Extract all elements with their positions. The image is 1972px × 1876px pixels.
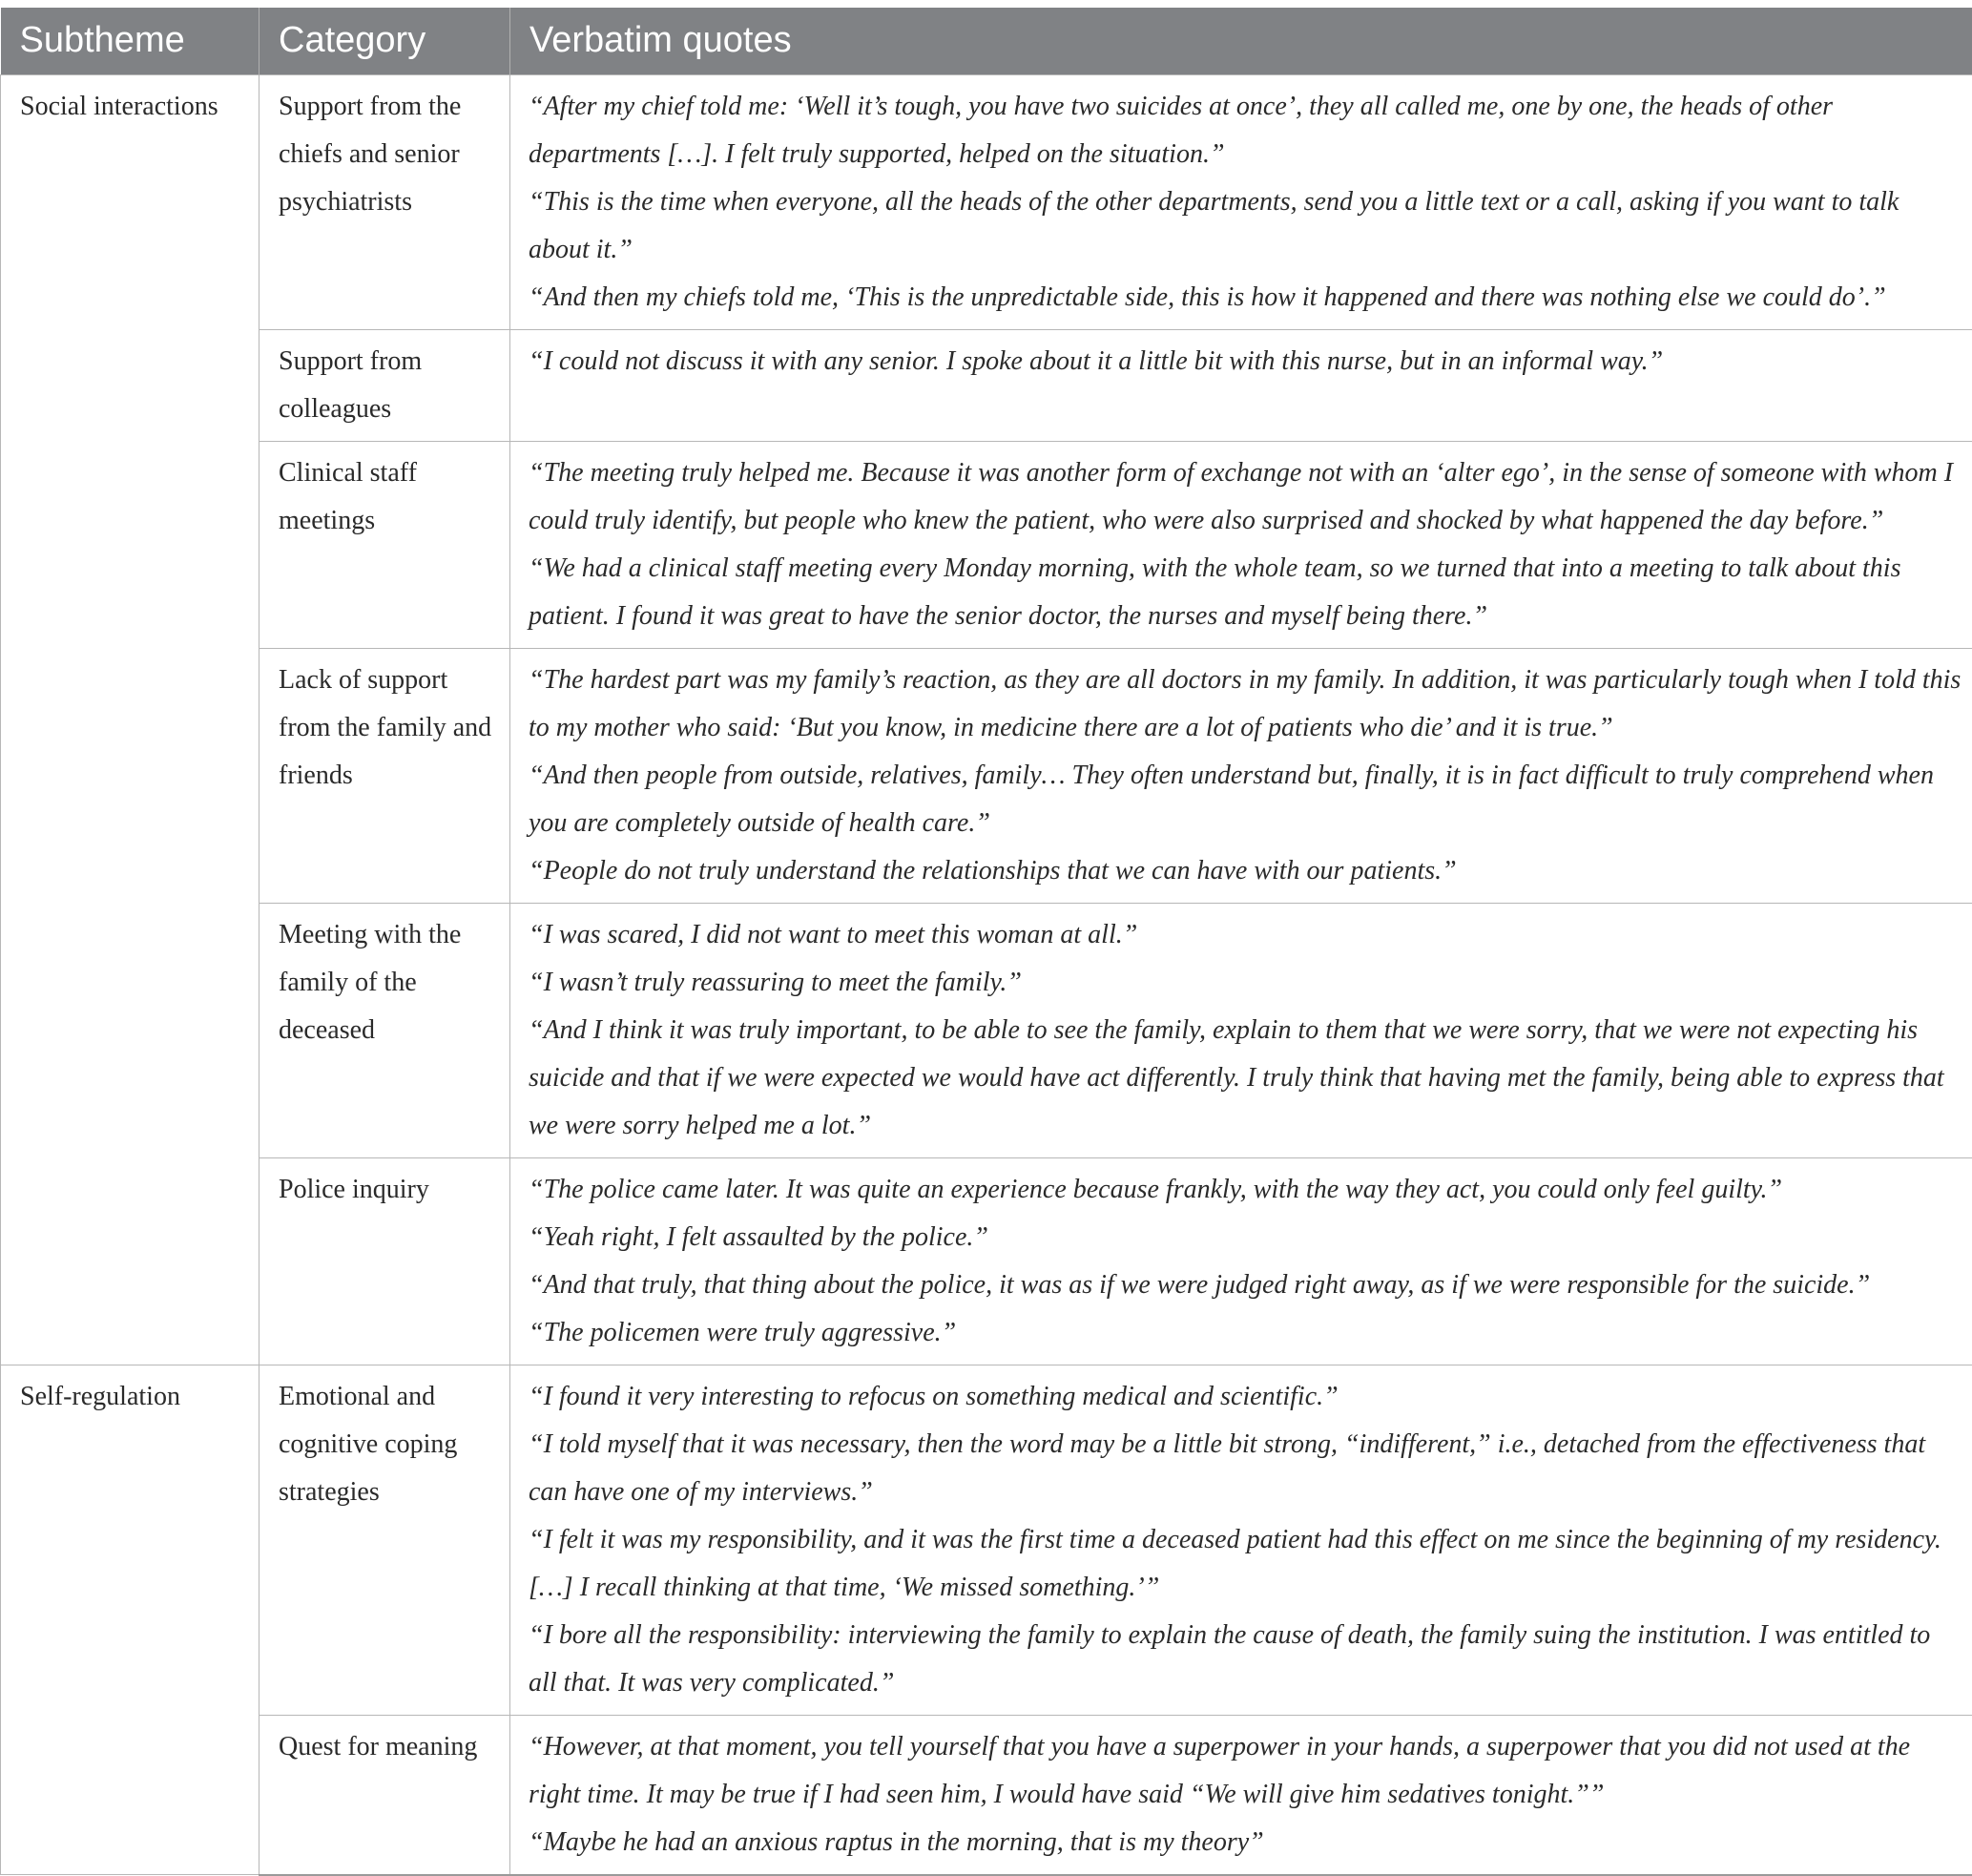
quotes-cell	[510, 903, 1972, 1157]
quotes-cell	[510, 648, 1972, 903]
quote-text: “I was scared, I did not want to meet this woman at all.”	[529, 911, 1962, 959]
header-verbatim-quotes: Verbatim quotes	[510, 8, 1972, 74]
quote-text: “The hardest part was my family’s reaction, as they are all doctors in my family. In addition, it was particularly tough when I told this to my mother who said: ‘But you know, in medicine there are a lot of patients who die’ and it is true.”	[529, 657, 1962, 752]
quote-text: “People do not truly understand the relationships that we can have with our patients.”	[529, 847, 1962, 895]
quote-text: “I could not discuss it with any senior. I spoke about it a little bit with this nurse, but in an informal way.”	[529, 338, 1962, 386]
quote-text: “And then my chiefs told me, ‘This is the unpredictable side, this is how it happened and there was nothing else we could do’.”	[529, 274, 1962, 322]
quote-text: “I felt it was my responsibility, and it was the first time a deceased patient had this effect on me since the beginning of my residency. […] I recall thinking at that time, ‘We missed something.’”	[529, 1516, 1962, 1612]
quotes-cell	[510, 329, 1972, 441]
category-cell: Lack of support from the family and friends	[259, 648, 510, 903]
quotes-cell	[510, 74, 1972, 329]
category-cell: Clinical staff meetings	[259, 441, 510, 648]
quotes-cell	[510, 441, 1972, 648]
category-cell: Emotional and cognitive coping strategies	[259, 1365, 510, 1715]
quote-text: “The police came later. It was quite an experience because frankly, with the way they act, you could only feel guilty.”	[529, 1166, 1962, 1214]
category-cell: Support from the chiefs and senior psychiatrists	[259, 74, 510, 329]
quote-text: “And I think it was truly important, to be able to see the family, explain to them that we were sorry, that we were not expecting his suicide and that if we were expected we would have act differently. I truly think that having met the family, being able to express that we were sorry helped me a lot.”	[529, 1007, 1962, 1150]
table-row	[1, 1365, 1972, 1715]
category-cell: Support from colleagues	[259, 329, 510, 441]
verbatim-quotes-table	[0, 8, 1972, 1876]
category-cell: Police inquiry	[259, 1157, 510, 1365]
quote-text: “And that truly, that thing about the police, it was as if we were judged right away, as if we were responsible for the suicide.”	[529, 1261, 1962, 1309]
quote-text: “I found it very interesting to refocus on something medical and scientific.”	[529, 1373, 1962, 1421]
quote-text: “I bore all the responsibility: interviewing the family to explain the cause of death, the family suing the institution. I was entitled to all that. It was very complicated.”	[529, 1612, 1962, 1707]
category-cell: Quest for meaning	[259, 1715, 510, 1875]
quote-text: “I told myself that it was necessary, then the word may be a little bit strong, “indifferent,” i.e., detached from the effectiveness that can have one of my interviews.”	[529, 1421, 1962, 1516]
quotes-cell	[510, 1157, 1972, 1365]
quotes-cell	[510, 1715, 1972, 1875]
table-row	[1, 1157, 1972, 1365]
quote-text: “And then people from outside, relatives, family… They often understand but, finally, it is in fact difficult to truly comprehend when you are completely outside of health care.”	[529, 752, 1962, 847]
subtheme-cell: Self-regulation	[1, 1365, 259, 1875]
quote-text: “This is the time when everyone, all the heads of the other departments, send you a little text or a call, asking if you want to talk about it.”	[529, 178, 1962, 274]
quote-text: “The policemen were truly aggressive.”	[529, 1309, 1962, 1357]
table-row	[1, 329, 1972, 441]
table-row	[1, 441, 1972, 648]
table-row	[1, 903, 1972, 1157]
header-category: Category	[259, 8, 510, 74]
quote-text: “The meeting truly helped me. Because it was another form of exchange not with an ‘alter ego’, in the sense of someone with whom I could truly identify, but people who knew the patient, who were also surprised and shocked by what happened the day before.”	[529, 449, 1962, 545]
category-cell: Meeting with the family of the deceased	[259, 903, 510, 1157]
table-row	[1, 1715, 1972, 1875]
table-header	[1, 8, 1972, 74]
quotes-cell	[510, 1365, 1972, 1715]
table-row	[1, 74, 1972, 329]
subtheme-cell: Social interactions	[1, 74, 259, 1365]
quote-text: “After my chief told me: ‘Well it’s tough, you have two suicides at once’, they all called me, one by one, the heads of other departments […]. I felt truly supported, helped on the situation.”	[529, 83, 1962, 178]
quote-text: “We had a clinical staff meeting every Monday morning, with the whole team, so we turned that into a meeting to talk about this patient. I found it was great to have the senior doctor, the nurses and myself being there.”	[529, 545, 1962, 640]
quote-text: “However, at that moment, you tell yourself that you have a superpower in your hands, a superpower that you did not used at the right time. It may be true if I had seen him, I would have said “We will give him sedatives tonight.””	[529, 1723, 1962, 1819]
quote-text: “I wasn’t truly reassuring to meet the family.”	[529, 959, 1962, 1007]
table-body	[1, 74, 1972, 1875]
header-row	[1, 8, 1972, 74]
table-row	[1, 648, 1972, 903]
quote-text: “Yeah right, I felt assaulted by the police.”	[529, 1214, 1962, 1261]
header-subtheme: Subtheme	[1, 8, 259, 74]
quote-text: “Maybe he had an anxious raptus in the morning, that is my theory”	[529, 1819, 1962, 1866]
